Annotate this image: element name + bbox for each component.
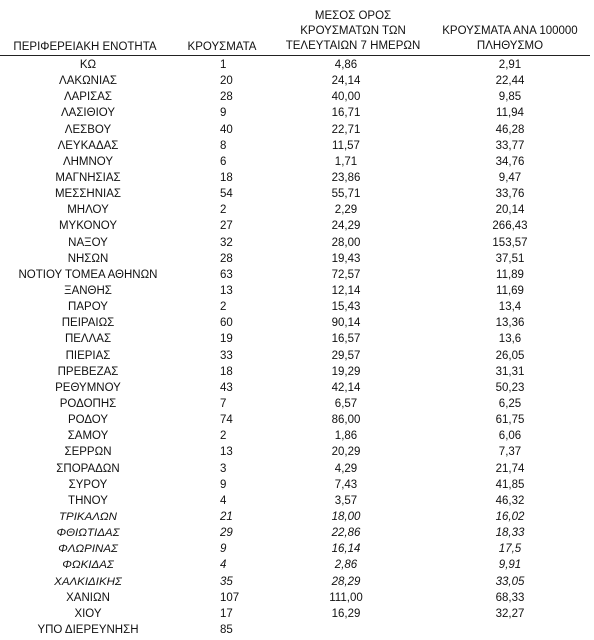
table-row [0, 477, 594, 493]
table-row [0, 235, 594, 251]
cell-cases-wrap [180, 348, 264, 364]
cell-region: ΣΑΜΟΥ [67, 430, 109, 443]
cell-region: ΦΛΩΡΙΝΑΣ [58, 543, 118, 556]
cell-cases: 7 [220, 397, 227, 410]
cell-cases: 28 [220, 252, 233, 265]
cell-per100k: 2,91 [498, 59, 522, 71]
cell-cases-wrap [180, 444, 264, 460]
cell-cases-wrap [180, 622, 264, 638]
cell-avg7: 18,00 [331, 510, 361, 523]
cell-avg7: 24,14 [331, 75, 361, 88]
cell-region: ΠΑΡΟΥ [68, 301, 108, 314]
cell-cases-wrap [180, 525, 264, 541]
cell-region: ΛΕΥΚΑΔΑΣ [57, 139, 119, 152]
table-row [0, 461, 594, 477]
cell-per100k: 9,91 [498, 559, 522, 572]
cell-per100k: 18,33 [495, 527, 525, 540]
cell-per100k: 13,6 [498, 333, 522, 346]
table-body [0, 57, 594, 638]
table-row [0, 202, 594, 218]
table-row [0, 105, 594, 121]
cell-region: ΦΘΙΩΤΙΔΑΣ [56, 527, 120, 540]
header-cases: ΚΡΟΥΣΜΑΤΑ [187, 41, 257, 53]
cell-cases-wrap [180, 606, 264, 622]
cell-per100k: 153,57 [492, 236, 528, 249]
table-row [0, 557, 594, 573]
table-row [0, 186, 594, 202]
cell-per100k: 16,02 [495, 510, 525, 523]
cell-region: ΡΕΘΥΜΝΟΥ [55, 381, 121, 394]
cell-cases-wrap [180, 574, 264, 590]
cell-cases-wrap [180, 364, 264, 380]
cell-region: ΡΟΔΟΥ [67, 414, 109, 427]
cell-cases: 63 [220, 268, 233, 281]
cell-cases-wrap [180, 428, 264, 444]
cell-cases-wrap [180, 331, 264, 347]
table-row [0, 574, 594, 590]
cell-avg7: 16,29 [331, 607, 361, 620]
cell-cases-wrap [180, 541, 264, 557]
table-row [0, 525, 594, 541]
cell-cases-wrap [180, 396, 264, 412]
cell-region: ΧΙΟΥ [74, 607, 102, 620]
cell-region: ΠΙΕΡΙΑΣ [65, 349, 111, 362]
cell-cases: 20 [220, 75, 233, 88]
cell-per100k: 21,74 [495, 462, 525, 475]
cell-cases-wrap [180, 122, 264, 138]
cell-region: ΝΗΣΩΝ [67, 252, 109, 265]
cell-cases-wrap [180, 186, 264, 202]
table-row [0, 73, 594, 89]
cell-cases: 13 [220, 446, 233, 459]
cell-cases: 2 [220, 430, 227, 443]
cell-per100k: 46,32 [495, 494, 525, 507]
cell-avg7: 28,29 [331, 575, 361, 588]
cell-cases-wrap [180, 89, 264, 105]
cell-cases: 85 [220, 623, 233, 636]
cell-cases-wrap [180, 235, 264, 251]
cell-cases: 17 [220, 607, 233, 620]
cell-cases: 3 [220, 462, 227, 475]
cell-region: ΚΩ [79, 59, 97, 71]
header-avg7: ΜΕΣΟΣ ΟΡΟΣ ΚΡΟΥΣΜΑΤΩΝ ΤΩΝ ΤΕΛΕΥΤΑΙΩΝ 7 ΗΜΕΡΩΝ [285, 10, 421, 52]
cell-cases-wrap [180, 105, 264, 121]
cell-avg7: 12,14 [331, 284, 361, 297]
cell-per100k: 13,36 [495, 317, 525, 330]
cell-region: ΣΕΡΡΩΝ [64, 446, 112, 459]
table-row [0, 590, 594, 606]
cell-cases: 18 [220, 171, 233, 184]
cell-cases-wrap [180, 170, 264, 186]
cell-region: ΥΠΟ ΔΙΕΡΕΥΝΗΣΗ [37, 623, 139, 636]
cell-cases: 4 [220, 559, 227, 572]
cell-avg7: 28,00 [331, 236, 361, 249]
cell-per100k: 68,33 [495, 591, 525, 604]
cell-region: ΛΑΚΩΝΙΑΣ [59, 75, 117, 88]
table-row [0, 89, 594, 105]
cell-cases-wrap [180, 251, 264, 267]
cell-cases: 32 [220, 236, 233, 249]
cell-cases: 13 [220, 284, 233, 297]
table-row [0, 622, 594, 638]
cell-cases-wrap [180, 557, 264, 573]
cell-per100k: 9,85 [498, 91, 522, 104]
cell-per100k: 9,47 [498, 171, 522, 184]
cell-cases-wrap [180, 73, 264, 89]
cell-avg7: 90,14 [331, 317, 361, 330]
table-row [0, 428, 594, 444]
table-row [0, 412, 594, 428]
cell-region: ΤΡΙΚΑΛΩΝ [59, 510, 117, 523]
cell-avg7: 22,86 [331, 527, 361, 540]
cell-region: ΠΡΕΒΕΖΑΣ [57, 365, 119, 378]
table-row [0, 493, 594, 509]
table-row [0, 396, 594, 412]
cell-cases: 6 [220, 155, 227, 168]
cell-region: ΛΕΣΒΟΥ [64, 123, 112, 136]
cell-per100k: 13,4 [498, 301, 522, 314]
cell-avg7: 72,57 [331, 268, 361, 281]
cell-avg7: 7,43 [334, 478, 358, 491]
cell-cases: 1 [220, 59, 227, 71]
cell-avg7: 55,71 [331, 188, 361, 201]
cell-cases: 107 [220, 591, 240, 604]
cell-cases: 9 [220, 478, 227, 491]
cell-per100k: 61,75 [495, 414, 525, 427]
cell-region: ΡΟΔΟΠΗΣ [59, 397, 117, 410]
cell-region: ΜΑΓΝΗΣΙΑΣ [55, 171, 121, 184]
cell-per100k: 46,28 [495, 123, 525, 136]
cell-avg7: 2,29 [334, 204, 358, 217]
cell-cases-wrap [180, 315, 264, 331]
cell-region: ΜΥΚΟΝΟΥ [58, 220, 118, 233]
cell-region: ΞΑΝΘΗΣ [64, 284, 112, 297]
table-row [0, 122, 594, 138]
cell-cases-wrap [180, 412, 264, 428]
cell-cases-wrap [180, 267, 264, 283]
cell-cases-wrap [180, 590, 264, 606]
cell-avg7: 4,29 [334, 462, 358, 475]
cell-cases-wrap [180, 509, 264, 525]
cell-per100k: 22,44 [495, 75, 525, 88]
cell-cases: 19 [220, 333, 233, 346]
cell-region: ΠΕΛΛΑΣ [64, 333, 112, 346]
table-row [0, 154, 594, 170]
header-region: ΠΕΡΙΦΕΡΕΙΑΚΗ ΕΝΟΤΗΤΑ [13, 41, 157, 53]
cell-per100k: 266,43 [492, 220, 528, 233]
cell-cases: 74 [220, 414, 233, 427]
cell-avg7: 16,14 [331, 543, 361, 556]
cell-avg7: 24,29 [331, 220, 361, 233]
cell-cases-wrap [180, 477, 264, 493]
cell-per100k: 37,51 [495, 252, 525, 265]
cell-per100k: 33,76 [495, 188, 525, 201]
cell-cases-wrap [180, 380, 264, 396]
cell-per100k: 11,89 [496, 268, 524, 281]
cell-cases: 54 [220, 188, 233, 201]
cell-region: ΜΕΣΣΗΝΙΑΣ [54, 188, 122, 201]
cell-per100k: 50,23 [495, 381, 525, 394]
cell-region: ΛΑΣΙΘΙΟΥ [60, 107, 116, 120]
cell-cases-wrap [180, 138, 264, 154]
cell-cases: 9 [220, 543, 227, 556]
cell-per100k: 33,05 [495, 575, 525, 588]
table-row [0, 138, 594, 154]
cell-cases-wrap [180, 299, 264, 315]
table-row [0, 315, 594, 331]
cell-region: ΤΗΝΟΥ [68, 494, 108, 507]
cell-per100k: 26,05 [495, 349, 525, 362]
cell-per100k: 41,85 [495, 478, 525, 491]
cell-per100k: 33,77 [495, 139, 525, 152]
cell-cases-wrap [180, 283, 264, 299]
cell-per100k: 31,31 [495, 365, 525, 378]
cell-per100k: 20,14 [495, 204, 525, 217]
cell-region: ΠΕΙΡΑΙΩΣ [61, 317, 115, 330]
table-row [0, 444, 594, 460]
table-row [0, 606, 594, 622]
cell-per100k: 11,94 [496, 107, 524, 120]
cell-cases: 18 [220, 365, 233, 378]
cell-cases-wrap [180, 202, 264, 218]
cell-region: ΦΩΚΙΔΑΣ [62, 559, 114, 572]
header-per100k: ΚΡΟΥΣΜΑΤΑ ΑΝΑ 100000 ΠΛΗΘΥΣΜΟ [442, 25, 578, 52]
cell-avg7: 15,43 [331, 301, 361, 314]
cell-region: ΝΟΤΙΟΥ ΤΟΜΕΑ ΑΘΗΝΩΝ [18, 268, 158, 281]
cell-cases: 33 [220, 349, 233, 362]
cell-cases: 60 [220, 317, 233, 330]
cell-per100k: 32,27 [495, 607, 525, 620]
cell-cases: 9 [220, 107, 227, 120]
cell-avg7: 19,29 [331, 365, 361, 378]
cell-avg7: 2,86 [334, 559, 358, 572]
cell-per100k: 7,37 [498, 446, 522, 459]
table-row [0, 299, 594, 315]
cell-region: ΧΑΝΙΩΝ [66, 591, 110, 604]
cell-cases-wrap [180, 57, 264, 73]
cell-avg7: 1,86 [334, 430, 358, 443]
cell-avg7: 16,57 [331, 333, 361, 346]
table-row [0, 541, 594, 557]
cell-avg7: 86,00 [331, 414, 361, 427]
table-row [0, 380, 594, 396]
cell-avg7: 22,71 [331, 123, 361, 136]
cell-avg7: 42,14 [331, 381, 361, 394]
table-row [0, 57, 594, 73]
cell-avg7: 20,29 [331, 446, 361, 459]
cell-cases: 4 [220, 494, 227, 507]
cell-per100k: 34,76 [495, 155, 525, 168]
cell-cases: 8 [220, 139, 227, 152]
table-row [0, 331, 594, 347]
cell-cases-wrap [180, 154, 264, 170]
cell-region: ΛΑΡΙΣΑΣ [63, 91, 113, 104]
cell-avg7: 111,00 [329, 591, 363, 604]
cell-cases-wrap [180, 461, 264, 477]
cell-cases: 35 [220, 575, 233, 588]
header-divider [0, 55, 590, 56]
cell-region: ΝΑΞΟΥ [68, 236, 108, 249]
cell-region: ΧΑΛΚΙΔΙΚΗΣ [54, 575, 122, 588]
cell-cases-wrap [180, 493, 264, 509]
cell-cases: 27 [220, 220, 233, 233]
cell-region: ΣΠΟΡΑΔΩΝ [56, 462, 120, 475]
table-row [0, 218, 594, 234]
cell-avg7: 29,57 [331, 349, 361, 362]
cell-avg7: 19,43 [331, 252, 361, 265]
cell-avg7: 6,57 [334, 397, 358, 410]
cell-region: ΣΥΡΟΥ [68, 478, 108, 491]
cell-avg7: 11,57 [332, 139, 360, 152]
cell-cases: 2 [220, 301, 227, 314]
table-row [0, 170, 594, 186]
cell-cases-wrap [180, 218, 264, 234]
cell-region: ΛΗΜΝΟΥ [62, 155, 114, 168]
cell-cases: 2 [220, 204, 227, 217]
table-row [0, 251, 594, 267]
cell-cases: 29 [220, 527, 233, 540]
cell-per100k: 6,06 [498, 430, 522, 443]
cell-cases: 28 [220, 91, 233, 104]
cell-avg7: 40,00 [331, 91, 361, 104]
cell-per100k: 17,5 [498, 543, 522, 556]
cell-avg7: 4,86 [334, 59, 358, 71]
cell-cases: 40 [220, 123, 233, 136]
cell-avg7: 23,86 [331, 171, 361, 184]
cell-avg7: 16,71 [331, 107, 361, 120]
cell-avg7: 1,71 [334, 155, 358, 168]
cell-cases: 21 [220, 510, 233, 523]
table-row [0, 283, 594, 299]
cell-region: ΜΗΛΟΥ [67, 204, 109, 217]
cell-cases: 43 [220, 381, 233, 394]
table-header [0, 0, 594, 56]
table-row [0, 364, 594, 380]
cell-per100k: 11,69 [496, 284, 524, 297]
table-row [0, 267, 594, 283]
cell-avg7: 3,57 [334, 494, 358, 507]
cell-per100k: 6,25 [498, 397, 522, 410]
table-row [0, 348, 594, 364]
table-row [0, 509, 594, 525]
